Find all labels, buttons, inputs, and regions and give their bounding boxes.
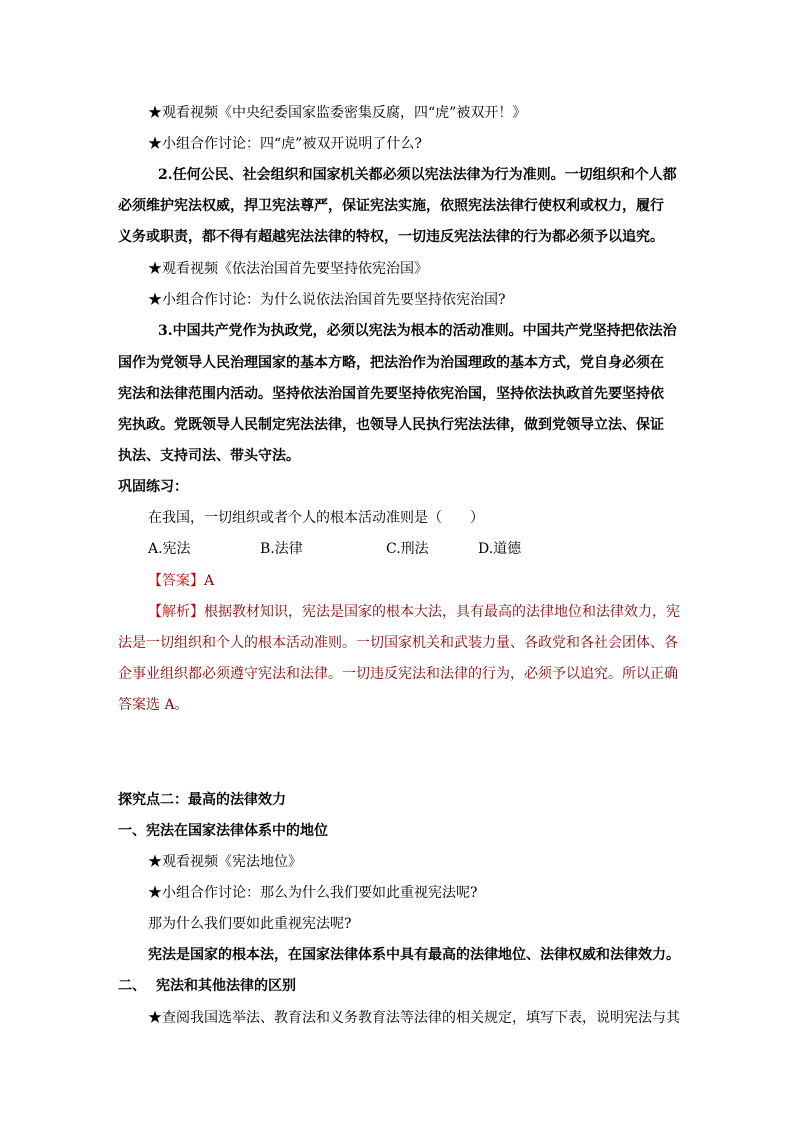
point-2-line-2: 必须维护宪法权威，捍卫宪法尊严，保证宪法实施，依照宪法法律行使权利或权力，履行 (118, 198, 664, 214)
option-a: A.宪法 (148, 541, 191, 557)
analysis-line-4: 答案选 A。 (118, 697, 189, 713)
group-discussion-2: ★小组合作讨论：为什么说依法治国首先要坚持依宪治国? (148, 292, 506, 308)
section-2-heading: 探究点二：最高的法律效力 (118, 792, 286, 808)
answer-line (148, 571, 708, 591)
analysis-line-1 (148, 602, 678, 622)
point-3-line-1: 3.中国共产党作为执政党，必须以宪法为根本的活动准则。中国共产党坚持把依法治 (158, 323, 677, 339)
group-discussion-1: ★小组合作讨论：四“虎”被双开说明了什么? (148, 136, 422, 152)
watch-video-3: ★观看视频《宪法地位》 (148, 854, 302, 870)
point-3-line-3: 宪法和法律范围内活动。坚持依法治国首先要坚持依宪治国，坚持依法执政首先要坚持依 (118, 386, 664, 402)
option-c: C.刑法 (386, 541, 429, 557)
subheading-2-number: 二、 (118, 978, 146, 994)
section-2-subheading-2 (118, 976, 678, 996)
point-3-line-2: 国作为党领导人民治理国家的基本方略，把法治作为治国理政的基本方式，党自身必须在 (118, 355, 664, 371)
analysis-text-1: 根据教材知识，宪法是国家的根本大法，具有最高的法律地位和法律效力，宪 (204, 604, 680, 620)
point-2-line-3: 义务或职责，都不得有超越宪法法律的特权，一切违反宪法法律的行为都必须予以追究。 (118, 229, 664, 245)
analysis-label: 【解析】 (148, 604, 204, 620)
section-2-subheading-1: 一、宪法在国家法律体系中的地位 (118, 823, 328, 839)
importance-question: 那为什么我们要如此重视宪法呢? (148, 916, 352, 932)
practice-heading: 巩固练习： (118, 479, 188, 495)
option-d: D.道德 (478, 541, 522, 557)
watch-video-2: ★观看视频《依法治国首先要坚持依宪治国》 (148, 261, 428, 277)
watch-video-1: ★观看视频《中央纪委国家监委密集反腐，四“虎”被双开！》 (148, 105, 527, 121)
subheading-2-text: 宪法和其他法律的区别 (156, 978, 296, 994)
analysis-line-2: 法是一切组织和个人的根本活动准则。一切国家机关和武装力量、各政党和各社会团体、各 (118, 635, 678, 651)
point-2-line-1: 2.任何公民、社会组织和国家机关都必须以宪法法律为行为准则。一切组织和个人都 (158, 167, 677, 183)
point-3-line-5: 执法、支持司法、带头守法。 (118, 448, 300, 464)
group-discussion-3: ★小组合作讨论：那么为什么我们要如此重视宪法呢? (148, 885, 478, 901)
option-b: B.法律 (260, 541, 303, 557)
answer-value: A (204, 573, 215, 589)
task-instruction: ★查阅我国选举法、教育法和义务教育法等法律的相关规定，填写下表，说明宪法与其 (148, 1010, 680, 1026)
constitution-conclusion: 宪法是国家的根本法，在国家法律体系中具有最高的法律地位、法律权威和法律效力。 (148, 947, 680, 963)
answer-label: 【答案】 (148, 573, 204, 589)
point-3-line-4: 宪执政。党既领导人民制定宪法法律，也领导人民执行宪法法律，做到党领导立法、保证 (118, 417, 664, 433)
practice-question: 在我国，一切组织或者个人的根本活动准则是（ ） (148, 510, 484, 526)
analysis-line-3: 企事业组织都必须遵守宪法和法律。一切违反宪法和法律的行为，必须予以追究。所以正确 (118, 666, 678, 682)
practice-options (148, 539, 708, 559)
